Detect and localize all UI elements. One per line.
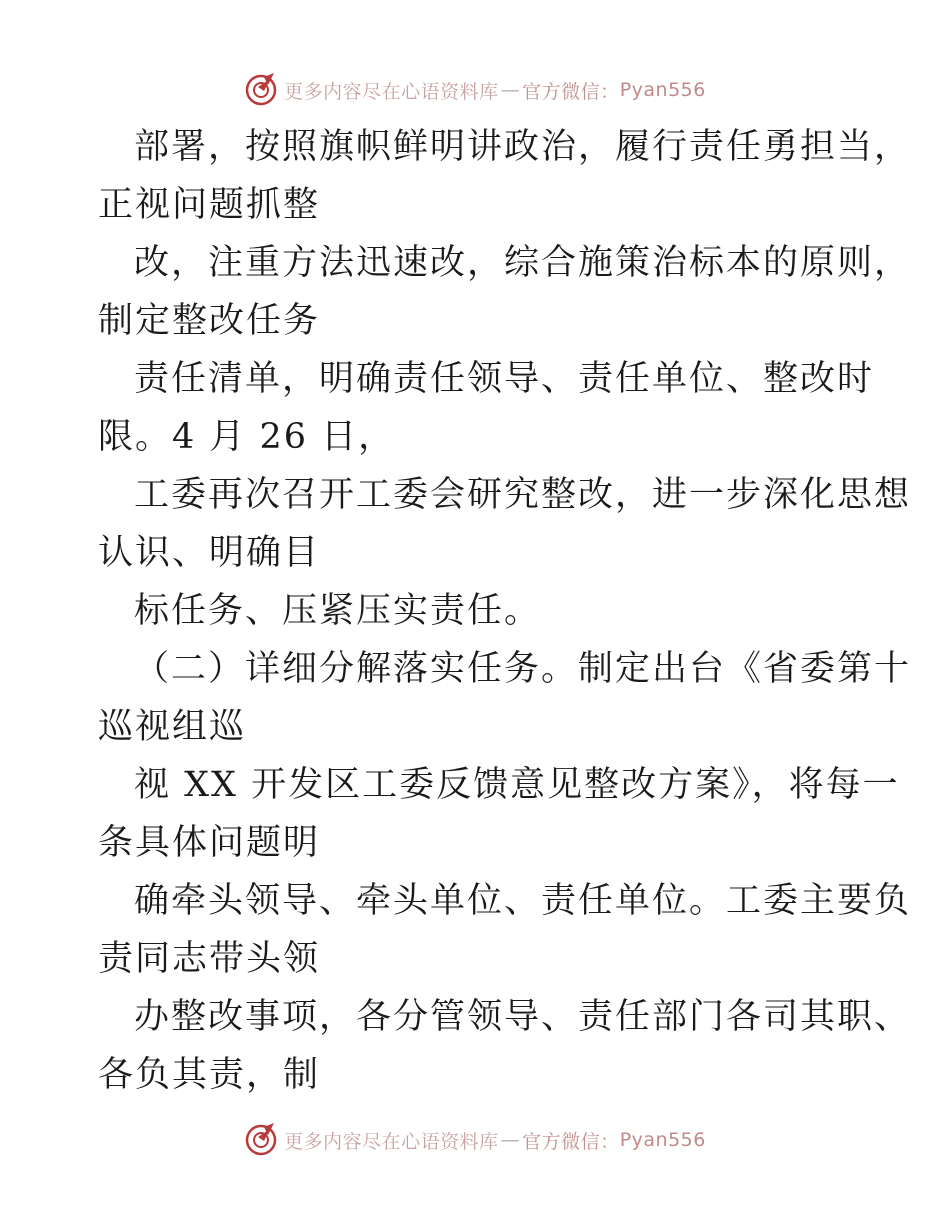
text-line: 责同志带头领 [98, 939, 321, 979]
brand-logo-icon [244, 1123, 278, 1157]
footer-watermark [0, 1118, 950, 1162]
text-line: 巡视组巡 [98, 707, 247, 747]
text-line: 制定整改任务 [98, 301, 321, 341]
document-body [98, 118, 912, 1104]
text-line: 办整改事项，各分管领导、责任部门各司其职、 [134, 997, 912, 1037]
watermark-main-text: 更多内容尽在心语资料库 [284, 1130, 499, 1153]
text-line: 确牵头领导、牵头单位、责任单位。工委主要负 [134, 881, 912, 921]
text-line: 认识、明确目 [98, 533, 321, 573]
text-line: 限。4 月 26 日， [98, 417, 396, 457]
watermark-main-text: 更多内容尽在心语资料库 [284, 80, 499, 103]
watermark-dash: — [500, 1129, 521, 1151]
watermark-dash: — [500, 79, 521, 101]
text-line: 改，注重方法迅速改，综合施策治标本的原则， [134, 243, 912, 283]
brand-logo-icon [244, 73, 278, 107]
header-watermark [0, 68, 950, 112]
text-line: 工委再次召开工委会研究整改，进一步深化思想 [134, 475, 912, 515]
watermark-wechat-id: Pyan556 [619, 79, 706, 101]
text-line: 各负其责，制 [98, 1055, 321, 1095]
watermark-wechat-label: 官方微信： [522, 1130, 620, 1153]
watermark-wechat-id: Pyan556 [619, 1129, 706, 1151]
text-line: 标任务、压紧压实责任。 [134, 591, 542, 631]
text-line: 责任清单，明确责任领导、责任单位、整改时 [134, 359, 875, 399]
watermark-wechat-label: 官方微信： [522, 80, 620, 103]
text-line: 条具体问题明 [98, 823, 321, 863]
text-line: 部署，按照旗帜鲜明讲政治，履行责任勇担当， [134, 127, 912, 167]
text-line: 正视问题抓整 [98, 185, 321, 225]
text-line: （二）详细分解落实任务。制定出台《省委第十 [134, 649, 912, 689]
text-line: 视 XX 开发区工委反馈意见整改方案》，将每一 [134, 765, 900, 805]
